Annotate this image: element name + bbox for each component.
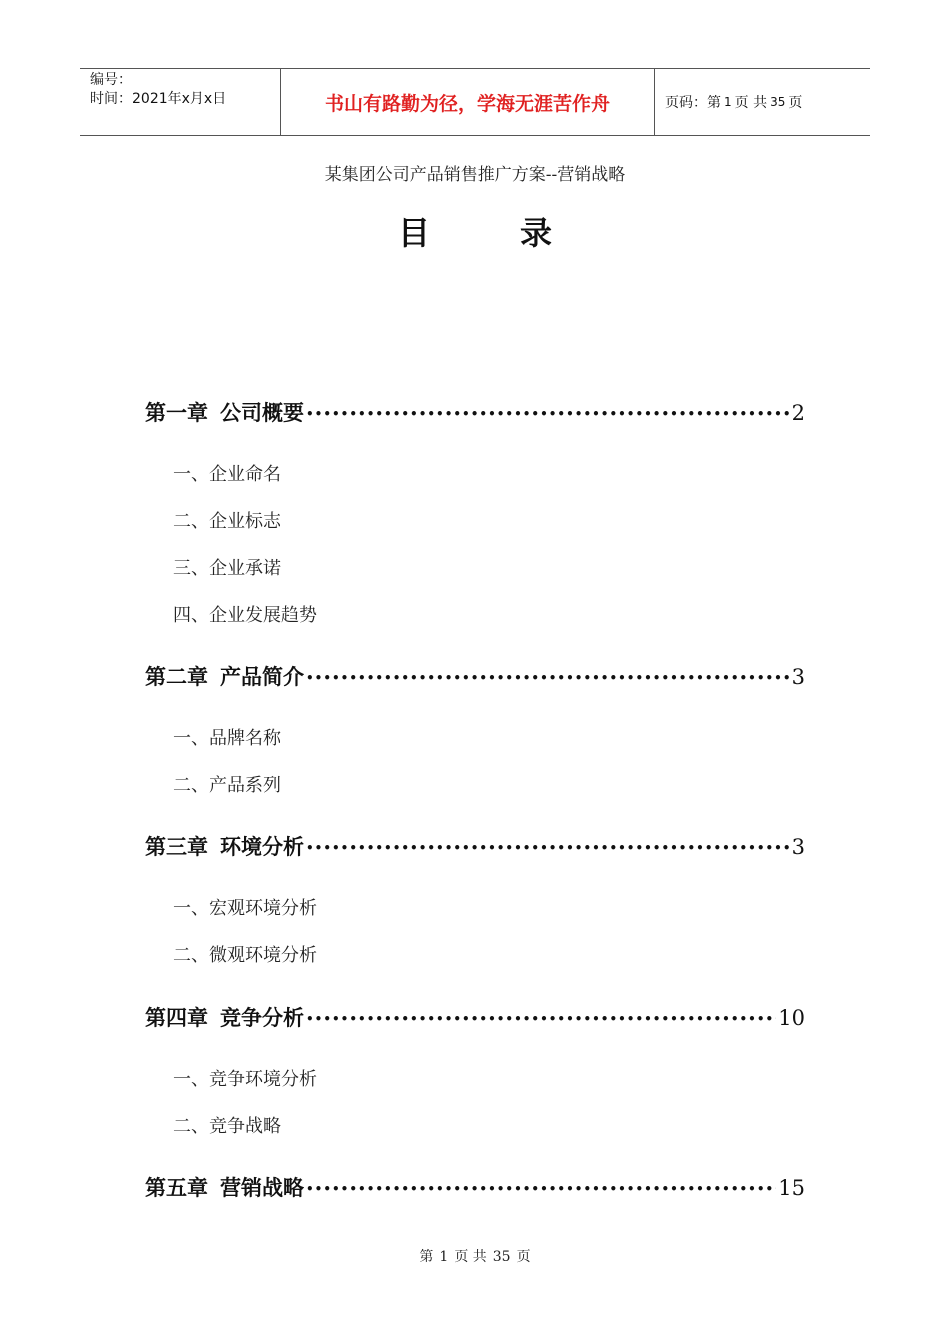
toc-section-entry[interactable]: 二、企业标志 (173, 511, 281, 532)
footer-current: 1 (439, 1249, 449, 1265)
toc-chapter-page: 10 (778, 1006, 805, 1030)
toc-chapter-title: 竞争分析 (220, 1006, 304, 1030)
toc-chapter-entry[interactable] (145, 1172, 805, 1202)
toc-title (0, 208, 950, 254)
toc-chapter-number: 第二章 (145, 665, 208, 689)
footer-suffix: 页 (516, 1249, 531, 1265)
toc-dot-leader (306, 1006, 776, 1030)
toc-section-entry[interactable]: 四、企业发展趋势 (173, 605, 317, 626)
toc-section-entry[interactable]: 一、宏观环境分析 (173, 898, 317, 919)
toc-section-entry[interactable]: 二、产品系列 (173, 775, 281, 796)
toc-chapter-entry[interactable] (145, 1002, 805, 1032)
toc-dot-leader (306, 1176, 776, 1200)
header-table (80, 68, 870, 136)
document-subtitle: 某集团公司产品销售推广方案--营销战略 (324, 165, 626, 185)
document-time-label: 时间：2021年x月x日 (90, 91, 227, 107)
toc-chapter-number: 第四章 (145, 1006, 208, 1030)
header-meta-cell (80, 69, 281, 135)
footer-prefix: 第 (419, 1249, 434, 1265)
header-page-total: 35 (770, 95, 786, 109)
toc-title-char-1: 目 (397, 214, 430, 252)
header-page-suffix: 页 (788, 95, 803, 111)
toc-chapter-entry[interactable] (145, 397, 805, 427)
toc-chapter-title: 营销战略 (220, 1176, 304, 1200)
toc-chapter-title: 产品简介 (220, 665, 304, 689)
header-motto: 书山有路勤为径，学海无涯苦作舟 (281, 69, 655, 135)
toc-chapter-title: 环境分析 (220, 835, 304, 859)
toc-chapter-page: 3 (791, 835, 805, 859)
page-footer (0, 1246, 950, 1266)
toc-chapter-page: 15 (778, 1176, 805, 1200)
footer-total: 35 (492, 1249, 511, 1265)
footer-mid: 页 共 (454, 1249, 487, 1265)
toc-dot-leader (306, 401, 790, 425)
toc-dot-leader (306, 665, 790, 689)
header-page-info (655, 69, 870, 135)
toc-chapter-page: 2 (791, 401, 805, 425)
toc-section-entry[interactable]: 一、品牌名称 (173, 728, 281, 749)
toc-dot-leader (306, 835, 790, 859)
toc-section-entry[interactable]: 三、企业承诺 (173, 558, 281, 579)
header-page-mid: 页 共 (734, 95, 768, 111)
toc-section-entry[interactable]: 二、竞争战略 (173, 1116, 281, 1137)
header-page-current: 1 (724, 95, 732, 109)
toc-section-entry[interactable]: 一、竞争环境分析 (173, 1069, 317, 1090)
toc-chapter-number: 第五章 (145, 1176, 208, 1200)
toc-title-char-2: 录 (520, 214, 553, 252)
toc-chapter-entry[interactable] (145, 661, 805, 691)
toc-chapter-number: 第三章 (145, 835, 208, 859)
toc-chapter-number: 第一章 (145, 401, 208, 425)
toc-chapter-entry[interactable] (145, 831, 805, 861)
toc-section-entry[interactable]: 一、企业命名 (173, 464, 281, 485)
document-number-label: 编号： (90, 72, 132, 88)
toc-chapter-title: 公司概要 (220, 401, 304, 425)
toc-section-entry[interactable]: 二、微观环境分析 (173, 945, 317, 966)
header-page-prefix: 页码：第 (665, 95, 721, 111)
toc-chapter-page: 3 (791, 665, 805, 689)
